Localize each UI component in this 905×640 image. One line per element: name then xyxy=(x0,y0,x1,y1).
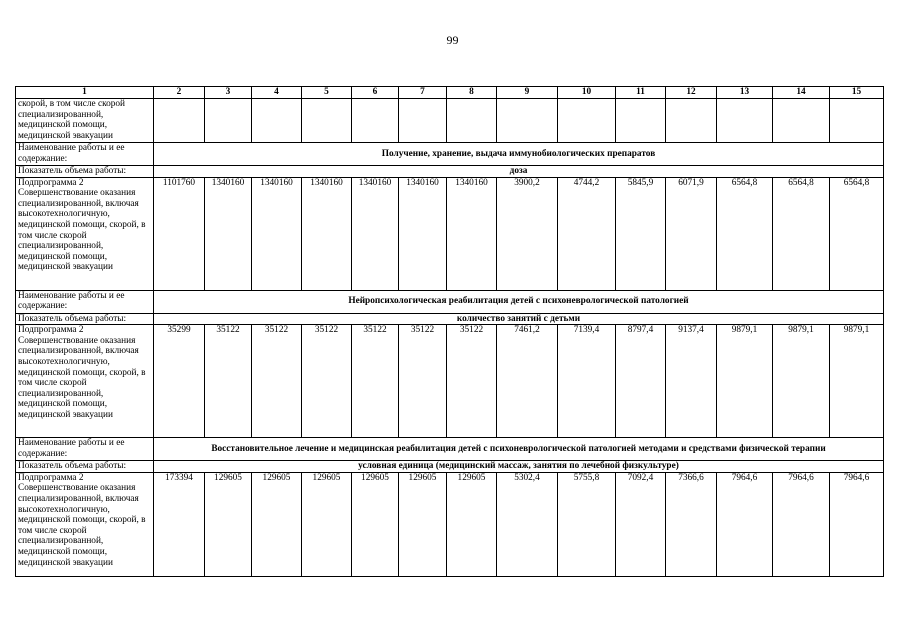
value-cell: 35122 xyxy=(447,325,497,438)
continuation-row xyxy=(16,99,884,143)
empty-cell xyxy=(830,99,884,143)
work-name-value: Нейропсихологическая реабилитация детей с психоневрологической патологией xyxy=(154,290,884,313)
indicator-row xyxy=(16,461,884,473)
work-name-label: Наименование работы и ее содержание: xyxy=(16,290,154,313)
value-cell: 9879,1 xyxy=(830,325,884,438)
value-cell: 35122 xyxy=(205,325,252,438)
empty-cell xyxy=(717,99,773,143)
work-name-value: Получение, хранение, выдача иммунобиологических препаратов xyxy=(154,143,884,166)
page-number: 99 xyxy=(446,33,459,47)
value-cell: 35299 xyxy=(154,325,205,438)
column-number-cell: 11 xyxy=(616,87,666,99)
value-cell: 1340160 xyxy=(205,177,252,290)
column-number-cell: 9 xyxy=(497,87,558,99)
column-number-cell: 6 xyxy=(352,87,399,99)
document-table xyxy=(15,86,884,577)
value-cell: 8797,4 xyxy=(616,325,666,438)
work-name-label: Наименование работы и ее содержание: xyxy=(16,143,154,166)
value-cell: 7366,6 xyxy=(666,472,717,576)
empty-cell xyxy=(558,99,616,143)
column-number-cell: 8 xyxy=(447,87,497,99)
value-cell: 35122 xyxy=(252,325,302,438)
value-cell: 1340160 xyxy=(252,177,302,290)
indicator-value: условная единица (медицинский массаж, занятия по лечебной физкультуре) xyxy=(154,461,884,473)
column-number-cell: 7 xyxy=(399,87,447,99)
work-name-value: Восстановительное лечение и медицинская реабилитация детей с психоневрологической патологией методами и средствами физической терапии xyxy=(154,438,884,461)
value-cell: 129605 xyxy=(399,472,447,576)
column-number-cell: 10 xyxy=(558,87,616,99)
empty-cell xyxy=(302,99,352,143)
column-number-cell: 5 xyxy=(302,87,352,99)
column-number-row xyxy=(16,87,884,99)
indicator-label: Показатель объема работы: xyxy=(16,166,154,178)
column-number-cell: 14 xyxy=(773,87,830,99)
empty-cell xyxy=(497,99,558,143)
value-cell: 1340160 xyxy=(447,177,497,290)
program-row xyxy=(16,177,884,290)
value-cell: 7092,4 xyxy=(616,472,666,576)
value-cell: 4744,2 xyxy=(558,177,616,290)
empty-cell xyxy=(154,99,205,143)
indicator-row xyxy=(16,313,884,325)
empty-cell xyxy=(666,99,717,143)
value-cell: 1340160 xyxy=(399,177,447,290)
value-cell: 129605 xyxy=(352,472,399,576)
indicator-row xyxy=(16,166,884,178)
column-number-cell: 2 xyxy=(154,87,205,99)
value-cell: 5755,8 xyxy=(558,472,616,576)
value-cell: 129605 xyxy=(205,472,252,576)
column-number-cell: 13 xyxy=(717,87,773,99)
empty-cell xyxy=(205,99,252,143)
work-name-row xyxy=(16,438,884,461)
value-cell: 3900,2 xyxy=(497,177,558,290)
value-cell: 5845,9 xyxy=(616,177,666,290)
program-label: Подпрограмма 2 Совершенствование оказания специализированной, включая высокотехнологичную, медицинской помощи, скорой, в том числе скорой специализированной, медицинской помощи, медицинской эвакуации xyxy=(16,325,154,438)
column-number-cell: 1 xyxy=(16,87,154,99)
value-cell: 7964,6 xyxy=(830,472,884,576)
column-number-cell: 15 xyxy=(830,87,884,99)
value-cell: 129605 xyxy=(252,472,302,576)
value-cell: 7964,6 xyxy=(773,472,830,576)
value-cell: 6564,8 xyxy=(773,177,830,290)
value-cell: 129605 xyxy=(302,472,352,576)
value-cell: 5302,4 xyxy=(497,472,558,576)
value-cell: 9879,1 xyxy=(717,325,773,438)
value-cell: 6564,8 xyxy=(717,177,773,290)
value-cell: 35122 xyxy=(399,325,447,438)
value-cell: 129605 xyxy=(447,472,497,576)
empty-cell xyxy=(352,99,399,143)
program-row xyxy=(16,325,884,438)
value-cell: 6564,8 xyxy=(830,177,884,290)
value-cell: 7461,2 xyxy=(497,325,558,438)
value-cell: 35122 xyxy=(352,325,399,438)
value-cell: 173394 xyxy=(154,472,205,576)
indicator-value: доза xyxy=(154,166,884,178)
value-cell: 9137,4 xyxy=(666,325,717,438)
column-number-cell: 12 xyxy=(666,87,717,99)
empty-cell xyxy=(773,99,830,143)
empty-cell xyxy=(252,99,302,143)
indicator-label: Показатель объема работы: xyxy=(16,461,154,473)
program-label: Подпрограмма 2 Совершенствование оказания специализированной, включая высокотехнологичную, медицинской помощи, скорой, в том числе скорой специализированной, медицинской помощи, медицинской эвакуации xyxy=(16,472,154,576)
value-cell: 1340160 xyxy=(302,177,352,290)
value-cell: 35122 xyxy=(302,325,352,438)
indicator-label: Показатель объема работы: xyxy=(16,313,154,325)
value-cell: 9879,1 xyxy=(773,325,830,438)
value-cell: 1101760 xyxy=(154,177,205,290)
value-cell: 7964,6 xyxy=(717,472,773,576)
value-cell: 7139,4 xyxy=(558,325,616,438)
column-number-cell: 4 xyxy=(252,87,302,99)
program-row xyxy=(16,472,884,576)
column-number-cell: 3 xyxy=(205,87,252,99)
empty-cell xyxy=(399,99,447,143)
work-name-row xyxy=(16,143,884,166)
empty-cell xyxy=(616,99,666,143)
empty-cell xyxy=(447,99,497,143)
work-name-label: Наименование работы и ее содержание: xyxy=(16,438,154,461)
continuation-label: скорой, в том числе скорой специализированной, медицинской помощи, медицинской эвакуации xyxy=(16,99,154,143)
value-cell: 1340160 xyxy=(352,177,399,290)
value-cell: 6071,9 xyxy=(666,177,717,290)
program-label: Подпрограмма 2 Совершенствование оказания специализированной, включая высокотехнологичную, медицинской помощи, скорой, в том числе скорой специализированной, медицинской помощи, медицинской эвакуации xyxy=(16,177,154,290)
indicator-value: количество занятий с детьми xyxy=(154,313,884,325)
work-name-row xyxy=(16,290,884,313)
